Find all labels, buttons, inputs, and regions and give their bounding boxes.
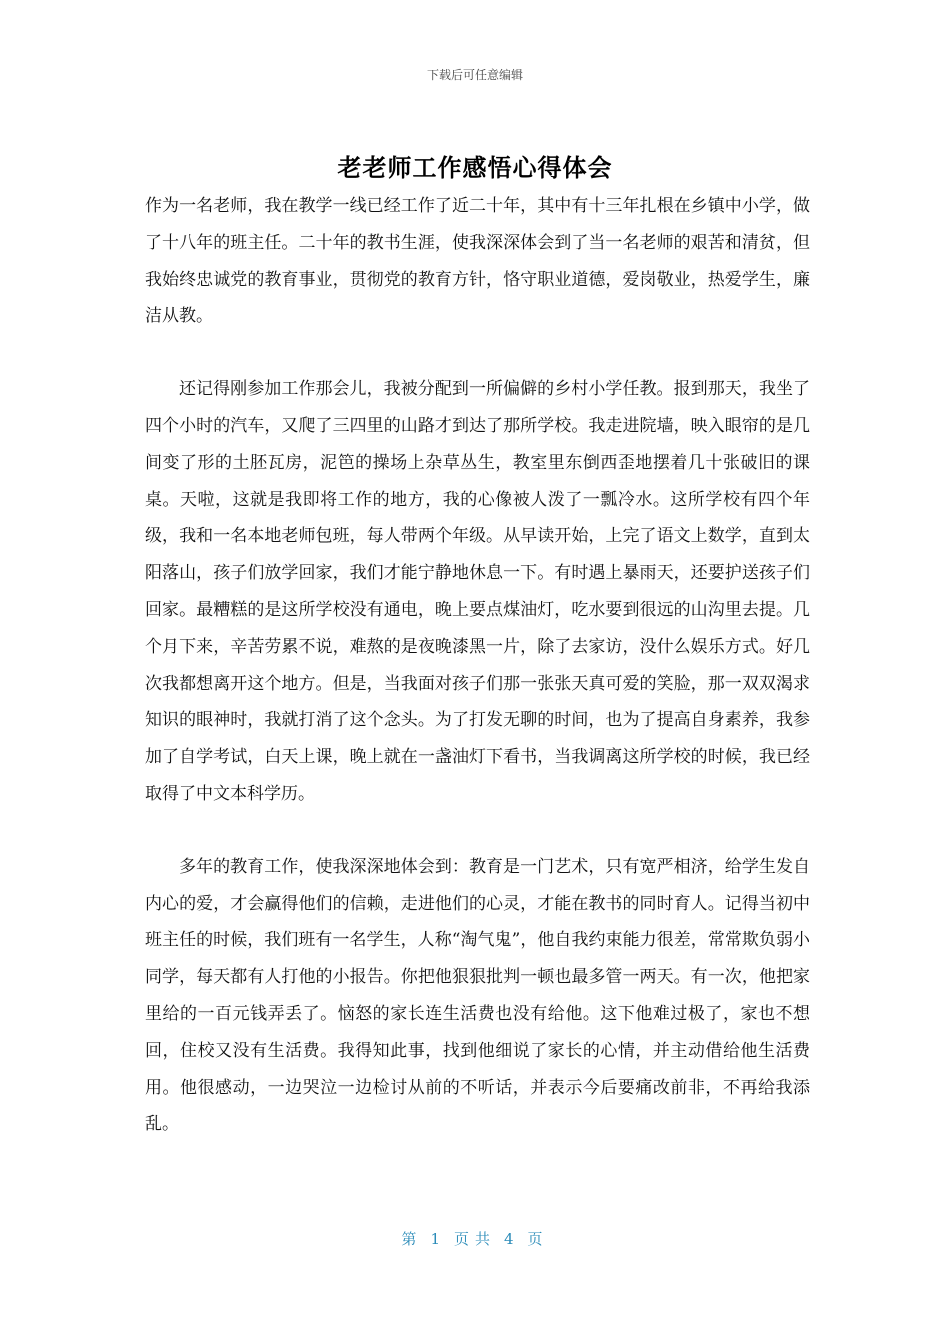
- page-label-middle: 页共: [453, 1230, 496, 1248]
- page-header-note: 下载后可任意编辑: [426, 68, 523, 82]
- total-page-count: 4: [504, 1230, 520, 1248]
- paragraph-1: 作为一名老师，我在教学一线已经工作了近二十年，其中有十三年扎根在乡镇中小学，做了十八年的班主任。二十年的教书生涯，使我深深体会到了当一名老师的艰苦和清贫，但我始终忠诚党的教育事业，贯彻党的教育方针，恪守职业道德，爱岗敬业，热爱学生，廉洁从教。: [145, 196, 810, 327]
- page-number-footer: [0, 1228, 950, 1249]
- paragraph-3: 多年的教育工作，使我深深地体会到：教育是一门艺术，只有宽严相济，给学生发自内心的爱，才会赢得他们的信赖，走进他们的心灵，才能在教书的同时育人。记得当初中班主任的时候，我们班有一名学生，人称“淘气鬼”，他自我约束能力很差，常常欺负弱小同学，每天都有人打他的小报告。你把他狠狠批判一顿也最多管一两天。有一次，他把家里给的一百元钱弄丢了。恼怒的家长连生活费也没有给他。这下他难过极了，家也不想回，住校又没有生活费。我得知此事，找到他细说了家长的心情，并主动借给他生活费用。他很感动，一边哭泣一边检讨从前的不听话，并表示今后要痛改前非，不再给我添乱。: [145, 856, 810, 1135]
- document-title: 老老师工作感悟心得体会: [337, 154, 613, 182]
- paragraph-2: 还记得刚参加工作那会儿，我被分配到一所偏僻的乡村小学任教。报到那天，我坐了四个小时的汽车，又爬了三四里的山路才到达了那所学校。我走进院墙，映入眼帘的是几间变了形的土胚瓦房，泥笆的操场上杂草丛生，教室里东倒西歪地摆着几十张破旧的课桌。天啦，这就是我即将工作的地方，我的心像被人泼了一瓢冷水。这所学校有四个年级，我和一名本地老师包班，每人带两个年级。从早读开始，上完了语文上数学，直到太阳落山，孩子们放学回家，我们才能宁静地休息一下。有时遇上暴雨天，还要护送孩子们回家。最糟糕的是这所学校没有通电，晚上要点煤油灯，吃水要到很远的山沟里去提。几个月下来，辛苦劳累不说，难熬的是夜晚漆黑一片，除了去家访，没什么娱乐方式。好几次我都想离开这个地方。但是，当我面对孩子们那一张张天真可爱的笑脸，那一双双渴求知识的眼神时，我就打消了这个念头。为了打发无聊的时间，也为了提高自身素养，我参加了自学考试，白天上课，晚上就在一盏油灯下看书，当我调离这所学校的时候，我已经取得了中文本科学历。: [145, 379, 810, 804]
- page-label-suffix: 页: [527, 1230, 549, 1248]
- page-label-prefix: 第: [401, 1230, 423, 1248]
- current-page-number: 1: [430, 1230, 446, 1248]
- document-body: [145, 188, 810, 1179]
